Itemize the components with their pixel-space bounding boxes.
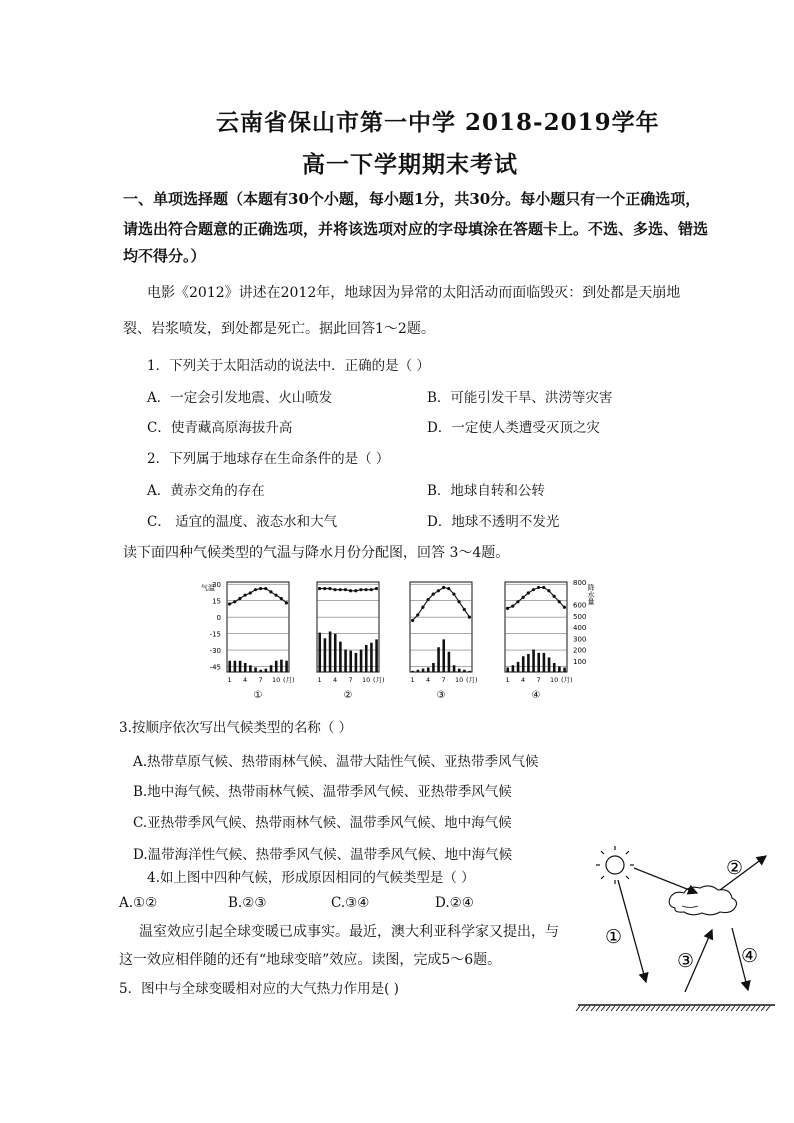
temperature-point (318, 587, 321, 590)
question-4-stem: 4.如上图中四种气候，形成原因相同的气候类型是（ ） (147, 870, 475, 886)
ground (576, 1005, 775, 1011)
temperature-point (238, 597, 241, 600)
temperature-curve (230, 589, 287, 604)
passage-2-line-1: 温室效应引起全球变暖已成事实。最近，澳大利亚科学家又提出，与 (139, 924, 559, 940)
temperature-point (233, 600, 236, 603)
temperature-point (542, 586, 545, 589)
question-3-option-c: C.亚热带季风气候、热带雨林气候、温带季风气候、地中海气候 (133, 815, 512, 831)
temperature-curve (320, 589, 377, 591)
precipitation-bar (239, 661, 242, 672)
chart-panel-number: ② (343, 690, 353, 701)
right-axis-tick: 200 (573, 646, 587, 655)
question-2-option-b: B．地球自转和公转 (427, 483, 545, 499)
precipitation-bar (437, 647, 440, 672)
precipitation-bar (360, 650, 363, 673)
x-axis-tick: 4 (333, 676, 338, 684)
precipitation-bar (259, 670, 262, 672)
question-1-option-b: B．可能引发干旱、洪涝等灾害 (427, 390, 613, 406)
temperature-point (432, 592, 435, 595)
x-axis-tick: 4 (243, 676, 248, 684)
temperature-point (269, 590, 272, 593)
precipitation-bar (265, 669, 268, 672)
precipitation-bar (417, 670, 420, 672)
temperature-point (537, 586, 540, 589)
cloud-icon (669, 886, 736, 915)
chart-intro: 读下面四种气候类型的气温与降水月份分配图，回答 3～4题。 (123, 545, 510, 561)
precipitation-bar (411, 671, 414, 672)
temperature-point (447, 587, 450, 590)
title-line-1: 云南省保山市第一中学 2018-2019学年 (216, 109, 660, 136)
temperature-point (354, 589, 357, 592)
chart-panel-frame (410, 582, 472, 672)
precipitation-bar (244, 663, 247, 672)
diagram-label-1: ① (605, 926, 623, 948)
precipitation-bar (422, 669, 425, 672)
precipitation-bar (334, 634, 337, 672)
precipitation-bar (532, 650, 535, 673)
precipitation-bar (254, 668, 257, 673)
left-axis-title: 气温 (201, 584, 215, 592)
precipitation-bar (442, 639, 445, 672)
question-1-option-c: C．使青藏高原海拔升高 (147, 420, 293, 436)
precipitation-bar (318, 633, 321, 672)
temperature-point (547, 589, 550, 592)
x-axis-tick: 1 (227, 676, 232, 684)
section-heading-line-3: 均不得分。） (123, 247, 206, 265)
temperature-point (563, 606, 566, 609)
precipitation-bar (553, 663, 556, 672)
precipitation-bar (506, 668, 509, 673)
precipitation-bar (280, 660, 283, 672)
temperature-point (285, 601, 288, 604)
precipitation-bar (563, 668, 566, 673)
temperature-point (457, 600, 460, 603)
left-axis-tick: -15 (209, 630, 221, 639)
temperature-point (339, 588, 342, 591)
temperature-point (264, 587, 267, 590)
sun-icon (596, 846, 634, 884)
question-2-option-c: C． 适宜的温度、液态水和大气 (147, 514, 338, 530)
temperature-point (426, 598, 429, 601)
temperature-point (452, 592, 455, 595)
precipitation-bar (448, 652, 451, 672)
precipitation-bar (270, 665, 273, 672)
precipitation-bar (355, 653, 358, 672)
temperature-point (364, 588, 367, 591)
precipitation-bar (527, 654, 530, 672)
chart-panel-frame (317, 582, 379, 672)
temperature-point (323, 587, 326, 590)
x-axis-tick: 7 (441, 676, 446, 684)
temperature-point (228, 602, 231, 605)
question-4-option-d: D.②④ (435, 895, 474, 911)
x-axis-tick: 1 (410, 676, 415, 684)
precipitation-bar (249, 665, 252, 672)
right-axis-tick: 800 (573, 579, 587, 587)
temperature-point (442, 586, 445, 589)
right-axis-title: 降水量 (587, 584, 595, 605)
chart-panel-number: ③ (436, 690, 446, 701)
x-axis-tick: 4 (521, 676, 526, 684)
left-axis-tick: -45 (209, 663, 221, 672)
x-axis-tick: 1 (317, 676, 322, 684)
question-1-stem: 1．下列关于太阳活动的说法中．正确的是（ ） (147, 358, 430, 374)
precipitation-bar (468, 671, 471, 672)
x-axis-tick: 4 (426, 676, 431, 684)
precipitation-bar (463, 670, 466, 672)
x-axis-tick: 10 (549, 676, 559, 684)
temperature-curve (413, 588, 470, 621)
x-axis-tick: 7 (348, 676, 353, 684)
chart-panel-frame (505, 582, 567, 672)
question-1-option-a: A．一定会引发地震、火山喷发 (147, 390, 333, 406)
x-axis-tick: 10 (454, 676, 464, 684)
left-axis-tick: -30 (209, 647, 221, 656)
chart-panel-frame (227, 582, 289, 672)
precipitation-bar (344, 650, 347, 673)
precipitation-bar (453, 665, 456, 672)
temperature-point (344, 588, 347, 591)
x-axis-tick: 10 (361, 676, 371, 684)
temperature-point (375, 587, 378, 590)
passage-1-line-1: 电影《2012》讲述在2012年，地球因为异常的太阳活动而面临毁灭：到处都是天崩地 (147, 285, 681, 301)
temperature-point (463, 608, 466, 611)
precipitation-bar (548, 657, 551, 672)
question-4-option-b: B.②③ (228, 895, 267, 911)
climate-charts (195, 570, 595, 710)
chart-panel-number: ① (253, 690, 263, 701)
x-axis-unit: (月) (561, 676, 573, 684)
temperature-point (558, 600, 561, 603)
precipitation-bar (375, 639, 378, 672)
temperature-point (254, 588, 257, 591)
precipitation-bar (458, 669, 461, 672)
precipitation-bar (537, 653, 540, 672)
diagram-label-4: ④ (741, 945, 759, 967)
temperature-point (506, 607, 509, 610)
temperature-point (280, 597, 283, 600)
temperature-point (259, 587, 262, 590)
precipitation-bar (517, 662, 520, 672)
question-2-option-a: A．黄赤交角的存在 (147, 483, 265, 499)
diagram-label-3: ③ (677, 950, 695, 972)
left-axis-tick: 15 (212, 597, 221, 606)
temperature-point (516, 600, 519, 603)
precipitation-bar (365, 645, 368, 672)
question-4-option-a: A.①② (119, 895, 158, 911)
right-axis-tick: 500 (573, 612, 587, 621)
temperature-point (437, 589, 440, 592)
temperature-point (511, 605, 514, 608)
question-3-option-a: A.热带草原气候、热带雨林气候、温带大陆性气候、亚热带季风气候 (133, 754, 539, 770)
left-axis-tick: 0 (216, 614, 221, 623)
x-axis-tick: 7 (536, 676, 541, 684)
precipitation-bar (512, 665, 515, 672)
left-axis-tick: 30 (212, 581, 221, 590)
x-axis-tick: 7 (258, 676, 263, 684)
chart-panel-number: ④ (531, 690, 541, 701)
question-2-stem: 2．下列属于地球存在生命条件的是（ ） (147, 451, 390, 467)
precipitation-bar (427, 668, 430, 673)
x-axis-tick: 1 (505, 676, 510, 684)
question-3-option-b: B.地中海气候、热带雨林气候、温带季风气候、亚热带季风气候 (133, 784, 512, 800)
temperature-point (359, 588, 362, 591)
temperature-point (274, 594, 277, 597)
diagram-label-2: ② (726, 857, 744, 879)
question-3-option-d: D.温带海洋性气候、热带季风气候、温带季风气候、地中海气候 (133, 847, 513, 863)
temperature-point (249, 591, 252, 594)
precipitation-bar (339, 642, 342, 672)
section-heading-line-1: 一、单项选择题（本题有30个小题，每小题1分，共30分。每小题只有一个正确选项， (123, 190, 701, 208)
right-axis-tick: 600 (573, 601, 587, 610)
question-5-stem: 5．图中与全球变暖相对应的大气热力作用是( ) (119, 981, 399, 997)
arrow-1 (618, 880, 646, 982)
title-line-2: 高一下学期期末考试 (302, 151, 518, 178)
precipitation-bar (543, 653, 546, 672)
x-axis-unit: (月) (466, 676, 478, 684)
arrow-sun-to-cloud (634, 868, 697, 893)
precipitation-bar (324, 638, 327, 672)
precipitation-bar (432, 663, 435, 672)
section-heading-line-2: 请选出符合题意的正确选项，并将该选项对应的字母填涂在答题卡上。不选、多选、错选 (123, 220, 709, 238)
right-axis-tick: 100 (573, 657, 587, 666)
precipitation-bar (275, 661, 278, 672)
temperature-point (328, 587, 331, 590)
passage-1-line-2: 裂、岩浆喷发，到处都是死亡。据此回答1～2题。 (123, 321, 435, 337)
question-4-option-c: C.③④ (331, 895, 370, 911)
temperature-point (243, 594, 246, 597)
precipitation-bar (349, 651, 352, 672)
precipitation-bar (370, 643, 373, 672)
temperature-point (521, 596, 524, 599)
atmosphere-heat-diagram (570, 840, 780, 1020)
temperature-point (468, 616, 471, 619)
question-3-stem: 3.按顺序依次写出气候类型的名称（ ） (119, 720, 353, 736)
precipitation-bar (329, 632, 332, 673)
temperature-point (370, 588, 373, 591)
temperature-point (349, 589, 352, 592)
temperature-point (527, 591, 530, 594)
temperature-point (532, 588, 535, 591)
precipitation-bar (228, 661, 231, 672)
right-axis-tick: 300 (573, 635, 587, 644)
precipitation-bar (234, 661, 237, 672)
temperature-point (552, 595, 555, 598)
temperature-curve (508, 588, 565, 609)
temperature-point (416, 613, 419, 616)
precipitation-bar (522, 656, 525, 672)
temperature-point (421, 606, 424, 609)
precipitation-bar (285, 661, 288, 672)
passage-2-line-2: 这一效应相伴随的还有“地球变暗”效应。读图，完成5～6题。 (119, 952, 502, 968)
question-1-option-d: D．一定使人类遭受灭顶之灾 (427, 420, 600, 436)
x-axis-unit: (月) (373, 676, 385, 684)
temperature-point (411, 619, 414, 622)
precipitation-bar (558, 666, 561, 672)
temperature-point (333, 588, 336, 591)
right-axis-tick: 400 (573, 624, 587, 632)
x-axis-tick: 10 (271, 676, 281, 684)
question-2-option-d: D．地球不透明不发光 (427, 514, 560, 530)
x-axis-unit: (月) (283, 676, 295, 684)
